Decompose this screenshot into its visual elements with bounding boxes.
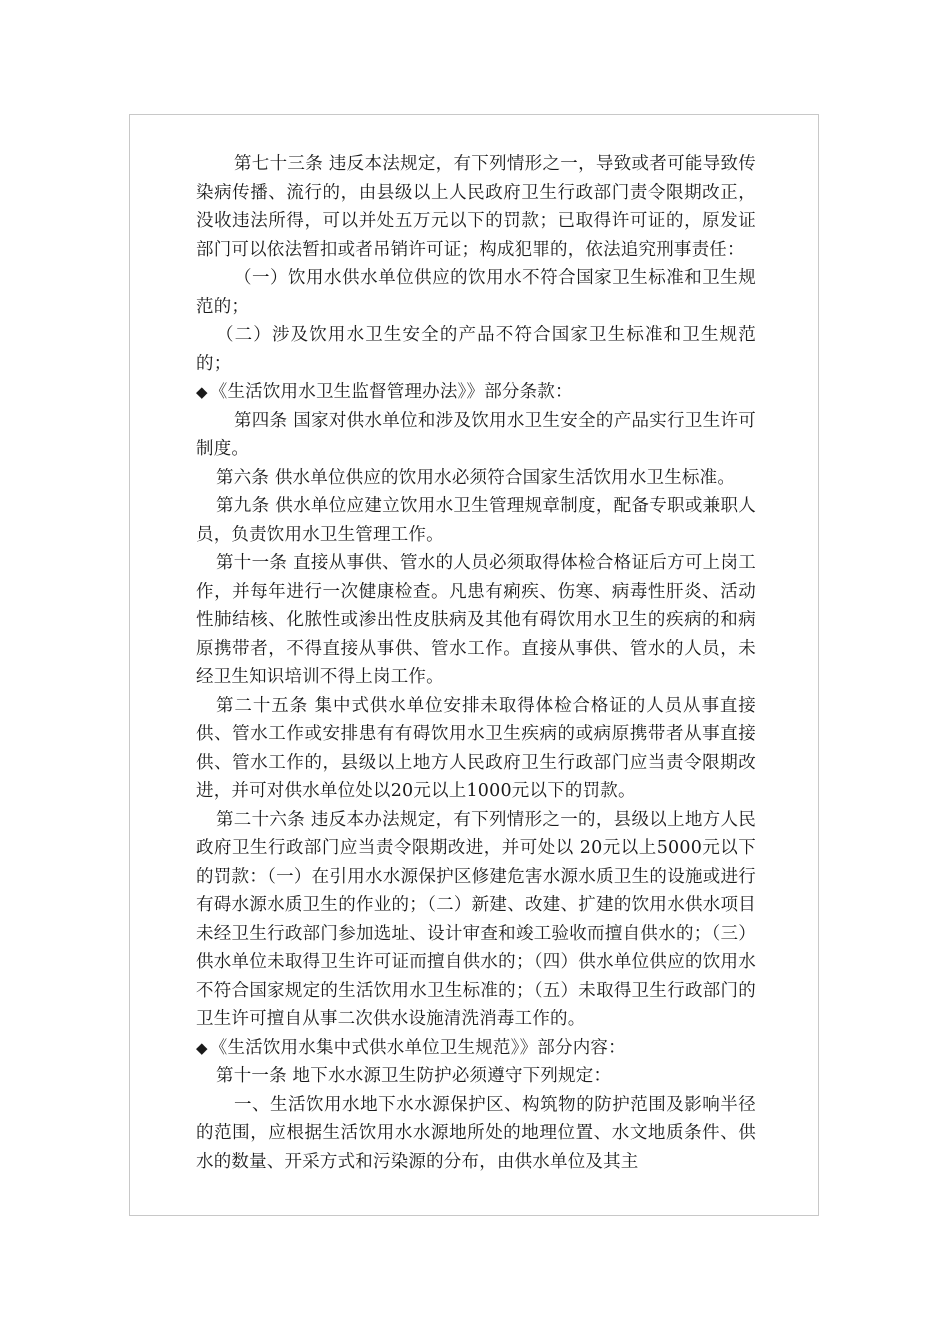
article-73-item-2: （二）涉及饮用水卫生安全的产品不符合国家卫生标准和卫生规范的； — [196, 325, 756, 374]
article-9-paragraph: 第九条 供水单位应建立饮用水卫生管理规章制度，配备专职或兼职人员，负责饮用水卫生管理工作。 — [196, 496, 756, 545]
article-6-paragraph: 第六条 供水单位供应的饮用水必须符合国家生活饮用水卫生标准。 — [216, 467, 736, 488]
article-73-item-1: （一）饮用水供水单位供应的饮用水不符合国家卫生标准和卫生规范的； — [196, 268, 756, 317]
section-heading-hygiene-code — [196, 1034, 756, 1063]
diamond-bullet-icon: ◆ — [196, 1038, 208, 1057]
article-11-paragraph: 第十一条 直接从事供、管水的人员必须取得体检合格证后方可上岗工作，并每年进行一次健康检查。凡患有痢疾、伤寒、病毒性肝炎、活动性肺结核、化脓性或渗出性皮肤病及其他有碍饮用水卫生的疾病的和病原携带者，不得直接从事供、管水工作。直接从事供、管水的人员，未经卫生知识培训不得上岗工作。 — [196, 553, 756, 687]
code-article-11-paragraph: 第十一条 地下水水源卫生防护必须遵守下列规定： — [216, 1066, 612, 1086]
diamond-bullet-icon: ◆ — [196, 383, 208, 401]
article-26-paragraph: 第二十六条 违反本办法规定，有下列情形之一的，县级以上地方人民政府卫生行政部门应当责令限期改进，并可处以 20元以上5000元以下的罚款：（一）在引用水水源保护区修建危害水源水质卫生的设施或进行有碍水源水质卫生的作业的；（二）新建、改建、扩建的饮用水供水项目未经卫生行政部门参加选址、设计审查和竣工验收而擅自供水的；（三）供水单位未取得卫生许可证而擅自供水的；（四）供水单位供应的饮用水不符合国家规定的生活饮用水卫生标准的；（五）未取得卫生行政部门的卫生许可擅自从事二次供水设施清洗消毒工作的。 — [196, 809, 756, 1029]
section-heading-text: 《生活饮用水卫生监督管理办法》》部分条款： — [209, 382, 573, 402]
article-4-paragraph: 第四条 国家对供水单位和涉及饮用水卫生安全的产品实行卫生许可制度。 — [196, 410, 756, 459]
article-25-paragraph: 第二十五条 集中式供水单位安排未取得体检合格证的人员从事直接供、管水工作或安排患有有碍饮用水卫生疾病的或病原携带者从事直接供、管水工作的，县级以上地方人民政府卫生行政部门应当责令限期改进，并可对供水单位处以20元以上1000元以下的罚款。 — [196, 695, 756, 801]
code-article-11-item-1: 一、生活饮用水地下水水源保护区、构筑物的防护范围及影响半径的范围，应根据生活饮用水水源地所处的地理位置、水文地质条件、供水的数量、开采方式和污染源的分布，由供水单位及其主 — [196, 1094, 756, 1172]
document-body — [196, 150, 756, 1176]
section-heading-supervision-measures — [196, 378, 756, 407]
article-73-paragraph: 第七十三条 违反本法规定，有下列情形之一，导致或者可能导致传染病传播、流行的，由县级以上人民政府卫生行政部门责令限期改正，没收违法所得，可以并处五万元以下的罚款；已取得许可证的，原发证部门可以依法暂扣或者吊销许可证；构成犯罪的，依法追究刑事责任： — [196, 154, 756, 260]
section-heading-text: 《生活饮用水集中式供水单位卫生规范》》部分内容： — [209, 1037, 626, 1058]
